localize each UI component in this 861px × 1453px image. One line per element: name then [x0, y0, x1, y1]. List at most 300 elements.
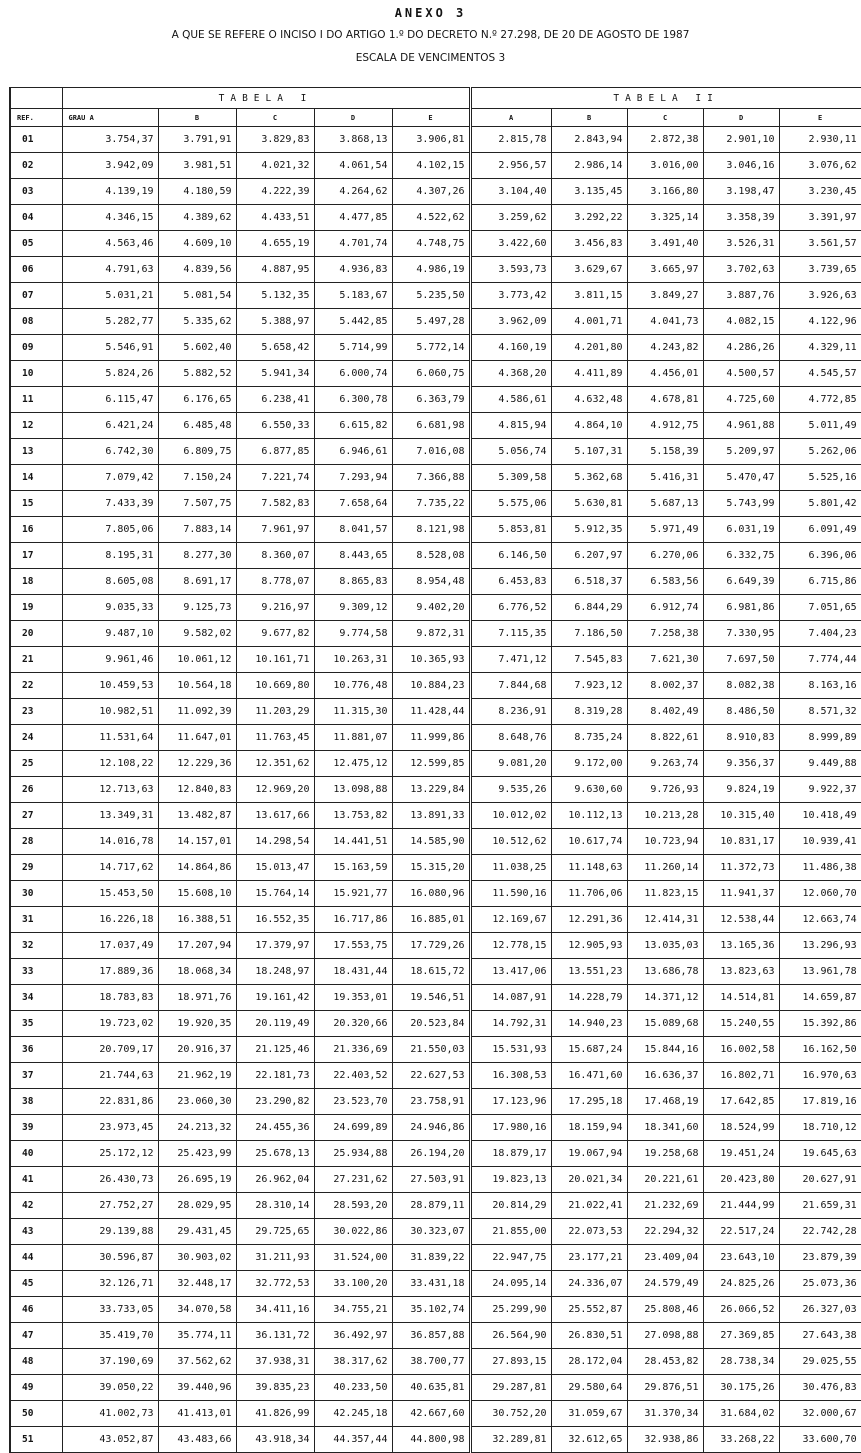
tabela-2-value-cell: 8.822,61	[627, 725, 703, 751]
tabela-1-value-cell: 15.453,50	[62, 881, 158, 907]
tabela-2-value-cell: 4.411,89	[551, 361, 627, 387]
tabela-1-value-cell: 13.753,82	[314, 803, 392, 829]
tabela-1-value-cell: 18.971,76	[158, 985, 236, 1011]
tabela-1-value-cell: 6.742,30	[62, 439, 158, 465]
tabela-2-value-cell: 11.941,37	[703, 881, 779, 907]
tabela-2-value-cell: 9.263,74	[627, 751, 703, 777]
tabela-2-value-cell: 19.645,63	[779, 1141, 861, 1167]
tabela-2-value-cell: 8.571,32	[779, 699, 861, 725]
table-row	[10, 231, 861, 257]
tabela-1-value-cell: 33.431,18	[392, 1271, 470, 1297]
tabela-1-value-cell: 13.229,84	[392, 777, 470, 803]
tabela-1-value-cell: 3.906,81	[392, 127, 470, 153]
tabela-1-value-cell: 9.216,97	[236, 595, 314, 621]
tabela-2-value-cell: 4.725,60	[703, 387, 779, 413]
tabela-1-value-cell: 6.681,98	[392, 413, 470, 439]
tabela-1-value-cell: 5.546,91	[62, 335, 158, 361]
tabela-1-value-cell: 41.413,01	[158, 1401, 236, 1427]
tabela-1-value-cell: 19.723,02	[62, 1011, 158, 1037]
tabela-1-value-cell: 7.961,97	[236, 517, 314, 543]
tabela-2-value-cell: 7.545,83	[551, 647, 627, 673]
tabela-1-value-cell: 23.758,91	[392, 1089, 470, 1115]
tabela-2-value-cell: 5.107,31	[551, 439, 627, 465]
tabela-1-value-cell: 32.448,17	[158, 1271, 236, 1297]
tabela-2-value-cell: 20.423,80	[703, 1167, 779, 1193]
tabela-1-value-cell: 26.194,20	[392, 1141, 470, 1167]
tabela-1-value-cell: 8.195,31	[62, 543, 158, 569]
tabela-1-value-cell: 30.903,02	[158, 1245, 236, 1271]
tabela-1-value-cell: 10.161,71	[236, 647, 314, 673]
tabela-1-value-cell: 8.528,08	[392, 543, 470, 569]
ref-cell: 08	[10, 309, 62, 335]
tabela-1-value-cell: 10.365,93	[392, 647, 470, 673]
tabela-2-value-cell: 14.659,87	[779, 985, 861, 1011]
tabela-1-value-cell: 11.531,64	[62, 725, 158, 751]
tabela-1-value-cell: 14.864,86	[158, 855, 236, 881]
tabela-1-value-cell: 5.602,40	[158, 335, 236, 361]
tabela-2-value-cell: 6.518,37	[551, 569, 627, 595]
ref-cell: 22	[10, 673, 62, 699]
tabela-1-value-cell: 3.981,51	[158, 153, 236, 179]
table-row	[10, 309, 861, 335]
tabela-1-value-cell: 18.615,72	[392, 959, 470, 985]
tabela-1-value-cell: 12.475,12	[314, 751, 392, 777]
tabela-2-value-cell: 9.535,26	[470, 777, 551, 803]
tabela-1-value-cell: 4.061,54	[314, 153, 392, 179]
ref-cell: 35	[10, 1011, 62, 1037]
tabela-1-value-cell: 9.125,73	[158, 595, 236, 621]
ref-cell: 50	[10, 1401, 62, 1427]
tabela-2-value-cell: 12.291,36	[551, 907, 627, 933]
tabela-1-value-cell: 24.213,32	[158, 1115, 236, 1141]
tabela-1-value-cell: 39.440,96	[158, 1375, 236, 1401]
tabela-1-value-cell: 10.776,48	[314, 673, 392, 699]
tabela-1-value-cell: 32.772,53	[236, 1271, 314, 1297]
tabela-2-value-cell: 6.715,86	[779, 569, 861, 595]
tabela-2-value-cell: 10.512,62	[470, 829, 551, 855]
tabela-2-value-cell: 3.593,73	[470, 257, 551, 283]
ref-cell: 40	[10, 1141, 62, 1167]
tabela-1-value-cell: 3.791,91	[158, 127, 236, 153]
table-row	[10, 257, 861, 283]
tabela-2-value-cell: 8.910,83	[703, 725, 779, 751]
tabela-1-value-cell: 10.061,12	[158, 647, 236, 673]
tabela-2-value-cell: 7.844,68	[470, 673, 551, 699]
table-row	[10, 647, 861, 673]
tabela-1-value-cell: 31.524,00	[314, 1245, 392, 1271]
tabela-1-value-cell: 22.181,73	[236, 1063, 314, 1089]
tabela-1-value-cell: 8.041,57	[314, 517, 392, 543]
tabela-1-value-cell: 4.180,59	[158, 179, 236, 205]
ref-cell: 37	[10, 1063, 62, 1089]
tabela-1-value-cell: 6.946,61	[314, 439, 392, 465]
ref-cell: 51	[10, 1427, 62, 1453]
tabela-1-value-cell: 14.016,78	[62, 829, 158, 855]
tabela-1-value-cell: 19.161,42	[236, 985, 314, 1011]
tabela-2-value-cell: 16.802,71	[703, 1063, 779, 1089]
tabela-2-value-cell: 11.372,73	[703, 855, 779, 881]
tabela-1-value-cell: 4.609,10	[158, 231, 236, 257]
tabela-2-value-cell: 13.961,78	[779, 959, 861, 985]
ref-header-spacer	[10, 88, 62, 109]
tabela-1-value-cell: 9.774,58	[314, 621, 392, 647]
tabela-1-value-cell: 10.669,80	[236, 673, 314, 699]
ref-cell: 47	[10, 1323, 62, 1349]
tabela-2-value-cell: 7.186,50	[551, 621, 627, 647]
tabela-2-value-cell: 18.524,99	[703, 1115, 779, 1141]
table-row	[10, 205, 861, 231]
table-row	[10, 803, 861, 829]
tabela-1-value-cell: 20.119,49	[236, 1011, 314, 1037]
tabela-1-value-cell: 15.315,20	[392, 855, 470, 881]
tabela-1-value-cell: 39.050,22	[62, 1375, 158, 1401]
tabela-1-value-cell: 21.744,63	[62, 1063, 158, 1089]
tabela-1-value-cell: 5.658,42	[236, 335, 314, 361]
tabela-1-value-cell: 9.677,82	[236, 621, 314, 647]
tabela-2-value-cell: 30.752,20	[470, 1401, 551, 1427]
tabela-2-value-cell: 3.962,09	[470, 309, 551, 335]
tabela-1-value-cell: 43.052,87	[62, 1427, 158, 1453]
tabela-1-value-cell: 21.336,69	[314, 1037, 392, 1063]
tabela-2-value-cell: 25.073,36	[779, 1271, 861, 1297]
tabela-2-value-cell: 6.776,52	[470, 595, 551, 621]
tabela-1-value-cell: 7.582,83	[236, 491, 314, 517]
tabela-1-value-cell: 13.482,87	[158, 803, 236, 829]
tabela-2-value-cell: 2.815,78	[470, 127, 551, 153]
tabela-1-value-cell: 16.080,96	[392, 881, 470, 907]
tabela-2-value-cell: 11.823,15	[627, 881, 703, 907]
tabela-1-value-cell: 30.323,07	[392, 1219, 470, 1245]
tabela-2-value-cell: 8.082,38	[703, 673, 779, 699]
tabela-2-value-cell: 20.221,61	[627, 1167, 703, 1193]
tabela-2-value-cell: 10.617,74	[551, 829, 627, 855]
tabela-2-value-cell: 14.228,79	[551, 985, 627, 1011]
tabela-1-value-cell: 4.887,95	[236, 257, 314, 283]
table-row	[10, 595, 861, 621]
tabela-2-value-cell: 13.296,93	[779, 933, 861, 959]
tabela-2-value-cell: 15.531,93	[470, 1037, 551, 1063]
tabela-1-value-cell: 36.857,88	[392, 1323, 470, 1349]
table-row	[10, 361, 861, 387]
tabela-1-value-cell: 7.658,64	[314, 491, 392, 517]
tabela-1-value-cell: 21.125,46	[236, 1037, 314, 1063]
tabela-2-value-cell: 5.158,39	[627, 439, 703, 465]
tabela-2-value-cell: 22.947,75	[470, 1245, 551, 1271]
tabela-1-value-cell: 19.920,35	[158, 1011, 236, 1037]
tabela-2-value-cell: 8.486,50	[703, 699, 779, 725]
tabela-1-value-cell: 14.441,51	[314, 829, 392, 855]
tabela-1-value-cell: 17.553,75	[314, 933, 392, 959]
tabela-2-value-cell: 12.905,93	[551, 933, 627, 959]
tabela-1-value-cell: 5.031,21	[62, 283, 158, 309]
ref-cell: 38	[10, 1089, 62, 1115]
tabela-2-value-cell: 7.115,35	[470, 621, 551, 647]
tabela-2-value-cell: 13.417,06	[470, 959, 551, 985]
tabela-2-value-cell: 18.341,60	[627, 1115, 703, 1141]
tabela-2-value-cell: 32.289,81	[470, 1427, 551, 1453]
table-row	[10, 127, 861, 153]
table-row	[10, 543, 861, 569]
tabela-1-value-cell: 3.868,13	[314, 127, 392, 153]
tabela-2-value-cell: 15.392,86	[779, 1011, 861, 1037]
tabela-2-value-cell: 30.476,83	[779, 1375, 861, 1401]
ref-cell: 19	[10, 595, 62, 621]
tabela-1-value-cell: 13.349,31	[62, 803, 158, 829]
tabela-2-column-header: D	[703, 109, 779, 127]
ref-cell: 02	[10, 153, 62, 179]
tabela-1-value-cell: 20.320,66	[314, 1011, 392, 1037]
tabela-1-value-cell: 16.885,01	[392, 907, 470, 933]
table-row	[10, 725, 861, 751]
tabela-2-value-cell: 9.172,00	[551, 751, 627, 777]
table-row	[10, 777, 861, 803]
tabela-1-value-cell: 14.298,54	[236, 829, 314, 855]
table-row	[10, 1037, 861, 1063]
tabela-2-value-cell: 4.286,26	[703, 335, 779, 361]
tabela-2-value-cell: 6.332,75	[703, 543, 779, 569]
tabela-1-value-cell: 22.627,53	[392, 1063, 470, 1089]
tabela-1-value-cell: 29.139,88	[62, 1219, 158, 1245]
tabela-1-value-cell: 30.596,87	[62, 1245, 158, 1271]
table-row	[10, 699, 861, 725]
tabela-1-value-cell: 6.238,41	[236, 387, 314, 413]
ref-cell: 16	[10, 517, 62, 543]
ref-cell: 45	[10, 1271, 62, 1297]
tabela-2-value-cell: 26.830,51	[551, 1323, 627, 1349]
tabela-1-value-cell: 4.021,32	[236, 153, 314, 179]
tabela-2-value-cell: 31.059,67	[551, 1401, 627, 1427]
table-row	[10, 1245, 861, 1271]
tabela-2-value-cell: 4.586,61	[470, 387, 551, 413]
tabela-1-value-cell: 18.431,44	[314, 959, 392, 985]
tabela-2-value-cell: 4.329,11	[779, 335, 861, 361]
tabela-2-value-cell: 7.471,12	[470, 647, 551, 673]
tabela-1-value-cell: 5.824,26	[62, 361, 158, 387]
table-row	[10, 1349, 861, 1375]
tabela-2-value-cell: 23.177,21	[551, 1245, 627, 1271]
tabela-1-value-cell: 24.699,89	[314, 1115, 392, 1141]
tabela-2-value-cell: 30.175,26	[703, 1375, 779, 1401]
annex-title: ANEXO 3	[394, 6, 467, 20]
tabela-1-column-header: D	[314, 109, 392, 127]
tabela-2-value-cell: 3.629,67	[551, 257, 627, 283]
tabela-2-value-cell: 7.258,38	[627, 621, 703, 647]
tabela-2-value-cell: 5.416,31	[627, 465, 703, 491]
tabela-1-value-cell: 6.300,78	[314, 387, 392, 413]
tabela-1-value-cell: 7.805,06	[62, 517, 158, 543]
tabela-1-value-cell: 28.029,95	[158, 1193, 236, 1219]
tabela-1-value-cell: 5.235,50	[392, 283, 470, 309]
ref-cell: 09	[10, 335, 62, 361]
tabela-1-value-cell: 19.546,51	[392, 985, 470, 1011]
tabela-1-value-cell: 8.360,07	[236, 543, 314, 569]
ref-cell: 29	[10, 855, 62, 881]
tabela-1-value-cell: 7.507,75	[158, 491, 236, 517]
tabela-1-value-cell: 11.092,39	[158, 699, 236, 725]
table-row	[10, 387, 861, 413]
ref-column-header: REF.	[10, 109, 62, 127]
tabela-1-value-cell: 19.353,01	[314, 985, 392, 1011]
tabela-2-column-header: B	[551, 109, 627, 127]
tabela-1-value-cell: 18.248,97	[236, 959, 314, 985]
tabela-1-value-cell: 34.070,58	[158, 1297, 236, 1323]
tabela-2-value-cell: 33.600,70	[779, 1427, 861, 1453]
tabela-1-value-cell: 41.002,73	[62, 1401, 158, 1427]
tabela-2-value-cell: 6.396,06	[779, 543, 861, 569]
tabela-1-value-cell: 4.389,62	[158, 205, 236, 231]
tabela-2-value-cell: 32.612,65	[551, 1427, 627, 1453]
tabela-1-value-cell: 18.068,34	[158, 959, 236, 985]
tabela-1-value-cell: 11.647,01	[158, 725, 236, 751]
tabela-1-value-cell: 17.729,26	[392, 933, 470, 959]
tabela-1-value-cell: 7.016,08	[392, 439, 470, 465]
tabela-1-value-cell: 4.791,63	[62, 257, 158, 283]
table-row	[10, 179, 861, 205]
ref-cell: 24	[10, 725, 62, 751]
tabela-2-value-cell: 2.930,11	[779, 127, 861, 153]
tabela-2-value-cell: 19.067,94	[551, 1141, 627, 1167]
tabela-1-value-cell: 23.290,82	[236, 1089, 314, 1115]
table-row	[10, 517, 861, 543]
tabela-1-value-cell: 39.835,23	[236, 1375, 314, 1401]
tabela-1-value-cell: 23.973,45	[62, 1115, 158, 1141]
tabela-1-value-cell: 5.442,85	[314, 309, 392, 335]
tabela-1-value-cell: 6.615,82	[314, 413, 392, 439]
tabela-2-value-cell: 6.207,97	[551, 543, 627, 569]
tabela-2-value-cell: 4.961,88	[703, 413, 779, 439]
tabela-1-value-cell: 18.783,83	[62, 985, 158, 1011]
tabela-2-value-cell: 15.089,68	[627, 1011, 703, 1037]
tabela-2-value-cell: 32.938,86	[627, 1427, 703, 1453]
tabela-1-value-cell: 10.564,18	[158, 673, 236, 699]
tabela-2-value-cell: 4.041,73	[627, 309, 703, 335]
tabela-1-value-cell: 24.946,86	[392, 1115, 470, 1141]
tabela-2-value-cell: 4.368,20	[470, 361, 551, 387]
tabela-1-value-cell: 6.877,85	[236, 439, 314, 465]
tabela-1-value-cell: 4.307,26	[392, 179, 470, 205]
tabela-2-value-cell: 29.287,81	[470, 1375, 551, 1401]
tabela-2-value-cell: 16.636,37	[627, 1063, 703, 1089]
tabela-1-value-cell: 23.060,30	[158, 1089, 236, 1115]
ref-cell: 43	[10, 1219, 62, 1245]
tabela-1-value-cell: 37.562,62	[158, 1349, 236, 1375]
tabela-1-value-cell: 4.264,62	[314, 179, 392, 205]
ref-cell: 36	[10, 1037, 62, 1063]
table-row	[10, 1167, 861, 1193]
tabela-2-value-cell: 16.308,53	[470, 1063, 551, 1089]
tabela-1-value-cell: 27.752,27	[62, 1193, 158, 1219]
tabela-2-value-cell: 7.774,44	[779, 647, 861, 673]
tabela-2-value-cell: 5.575,06	[470, 491, 551, 517]
tabela-1-value-cell: 12.229,36	[158, 751, 236, 777]
tabela-1-column-header: B	[158, 109, 236, 127]
tabela-2-value-cell: 18.879,17	[470, 1141, 551, 1167]
table-row	[10, 1219, 861, 1245]
ref-cell: 14	[10, 465, 62, 491]
salary-table-body	[10, 127, 861, 1453]
tabela-1-value-cell: 30.022,86	[314, 1219, 392, 1245]
tabela-2-value-cell: 27.643,38	[779, 1323, 861, 1349]
tabela-2-value-cell: 10.213,28	[627, 803, 703, 829]
tabela-1-value-cell: 40.233,50	[314, 1375, 392, 1401]
tabela-2-value-cell: 17.468,19	[627, 1089, 703, 1115]
tabela-1-value-cell: 14.157,01	[158, 829, 236, 855]
tabela-1-value-cell: 35.419,70	[62, 1323, 158, 1349]
tabela-1-value-cell: 5.132,35	[236, 283, 314, 309]
ref-cell: 20	[10, 621, 62, 647]
tabela-1-value-cell: 42.245,18	[314, 1401, 392, 1427]
ref-cell: 46	[10, 1297, 62, 1323]
tabela-1-value-cell: 12.969,20	[236, 777, 314, 803]
tabela-2-value-cell: 3.046,16	[703, 153, 779, 179]
tabela-1-value-cell: 4.522,62	[392, 205, 470, 231]
tabela-2-value-cell: 15.687,24	[551, 1037, 627, 1063]
tabela-2-value-cell: 6.649,39	[703, 569, 779, 595]
tabela-2-value-cell: 28.172,04	[551, 1349, 627, 1375]
table-row	[10, 491, 861, 517]
ref-cell: 23	[10, 699, 62, 725]
ref-cell: 03	[10, 179, 62, 205]
tabela-2-value-cell: 22.073,53	[551, 1219, 627, 1245]
tabela-1-value-cell: 21.550,03	[392, 1037, 470, 1063]
tabela-2-value-cell: 28.738,34	[703, 1349, 779, 1375]
tabela-2-value-cell: 12.414,31	[627, 907, 703, 933]
tabela-2-column-header: E	[779, 109, 861, 127]
tabela-1-value-cell: 26.962,04	[236, 1167, 314, 1193]
tabela-1-value-cell: 4.839,56	[158, 257, 236, 283]
tabela-2-value-cell: 26.564,90	[470, 1323, 551, 1349]
tabela-2-value-cell: 11.706,06	[551, 881, 627, 907]
tabela-2-value-cell: 25.808,46	[627, 1297, 703, 1323]
tabela-2-value-cell: 17.123,96	[470, 1089, 551, 1115]
tabela-1-value-cell: 5.335,62	[158, 309, 236, 335]
tabela-2-value-cell: 21.232,69	[627, 1193, 703, 1219]
table-row	[10, 1011, 861, 1037]
tabela-2-value-cell: 3.422,60	[470, 231, 551, 257]
tabela-1-value-cell: 6.176,65	[158, 387, 236, 413]
tabela-1-value-cell: 43.918,34	[236, 1427, 314, 1453]
tabela-2-value-cell: 3.739,65	[779, 257, 861, 283]
tabela-1-value-cell: 15.163,59	[314, 855, 392, 881]
tabela-2-value-cell: 14.371,12	[627, 985, 703, 1011]
tabela-1-value-cell: 4.222,39	[236, 179, 314, 205]
tabela-1-value-cell: 8.865,83	[314, 569, 392, 595]
tabela-1-value-cell: 25.172,12	[62, 1141, 158, 1167]
ref-cell: 41	[10, 1167, 62, 1193]
tabela-1-value-cell: 5.714,99	[314, 335, 392, 361]
tabela-2-value-cell: 3.259,62	[470, 205, 551, 231]
tabela-2-value-cell: 7.404,23	[779, 621, 861, 647]
table-row	[10, 465, 861, 491]
tabela-2-value-cell: 20.814,29	[470, 1193, 551, 1219]
tabela-1-value-cell: 9.961,46	[62, 647, 158, 673]
tabela-2-value-cell: 8.163,16	[779, 673, 861, 699]
tabela-1-value-cell: 8.121,98	[392, 517, 470, 543]
tabela-1-value-cell: 25.423,99	[158, 1141, 236, 1167]
tabela-2-value-cell: 3.325,14	[627, 205, 703, 231]
table-row	[10, 907, 861, 933]
tabela-2-value-cell: 3.358,39	[703, 205, 779, 231]
tabela-2-value-cell: 8.999,89	[779, 725, 861, 751]
tabela-2-value-cell: 26.066,52	[703, 1297, 779, 1323]
tabela-1-value-cell: 7.883,14	[158, 517, 236, 543]
tabela-1-value-cell: 11.881,07	[314, 725, 392, 751]
tabela-1-value-cell: 43.483,66	[158, 1427, 236, 1453]
table-row	[10, 1141, 861, 1167]
tabela-1-value-cell: 27.231,62	[314, 1167, 392, 1193]
tabela-1-value-cell: 7.079,42	[62, 465, 158, 491]
tabela-1-value-cell: 15.921,77	[314, 881, 392, 907]
